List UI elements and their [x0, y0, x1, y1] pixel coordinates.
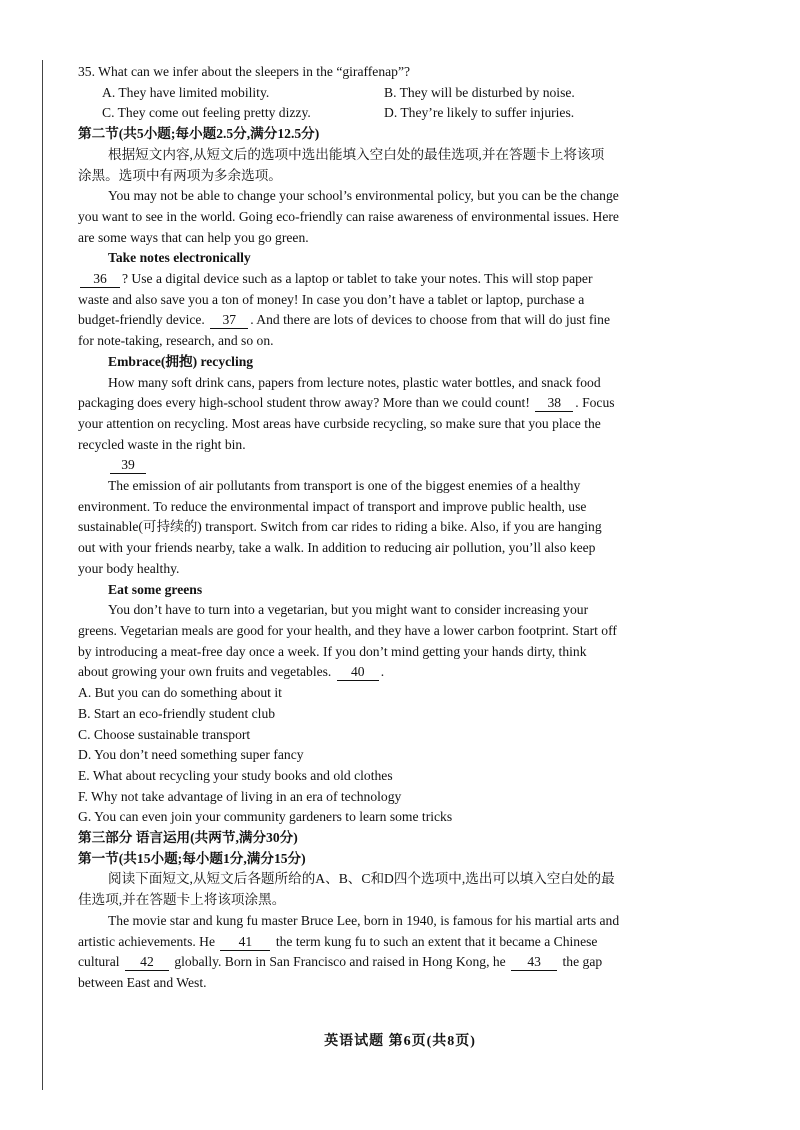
blank-36: 36 — [80, 271, 120, 288]
paragraph-1-line-1 — [78, 269, 710, 290]
question-35-options-row-2 — [78, 103, 710, 124]
paragraph-2-line-3: your attention on recycling. Most areas have curbside recycling, so make sure that you place the — [78, 415, 601, 431]
cloze-line-2 — [78, 932, 710, 953]
option-35-b: B. They will be disturbed by noise. — [384, 84, 575, 100]
passage-intro-line-3: are some ways that can help you go green. — [78, 229, 309, 245]
paragraph-2-line-4: recycled waste in the right bin. — [78, 436, 246, 452]
heading-eat-greens: Eat some greens — [108, 581, 203, 597]
paragraph-1-line-1-text: ? Use a digital device such as a laptop or tablet to take your notes. This will stop paper — [122, 271, 593, 287]
page-footer: 英语试题 第6页(共8页) — [324, 1034, 476, 1049]
paragraph-4-line-4-post: . — [380, 664, 385, 680]
paragraph-1-line-4: for note-taking, research, and so on. — [78, 333, 274, 349]
paragraph-2-line-2 — [78, 393, 710, 414]
option-e: E. What about recycling your study books and old clothes — [78, 767, 393, 783]
part-3-section-1-header: 第一节(共15小题;每小题1分,满分15分) — [78, 850, 306, 866]
paragraph-2-line-2-pre: packaging does every high-school student throw away? More than we could count! — [78, 395, 530, 411]
paragraph-1-line-2: waste and also save you a ton of money! In case you don’t have a tablet or laptop, purchase a — [78, 291, 585, 307]
paragraph-3-line-4: out with your friends nearby, take a walk. In addition to reducing air pollution, you’ll also keep — [78, 540, 596, 556]
part-3-instructions-line-1: 阅读下面短文,从短文后各题所给的A、B、C和D四个选项中,选出可以填入空白处的最 — [108, 871, 615, 887]
heading-embrace-recycling: Embrace(拥抱) recycling — [108, 353, 254, 369]
paragraph-4-line-4-pre: about growing your own fruits and vegetables. — [78, 664, 332, 680]
passage-intro-line-2: you want to see in the world. Going eco-friendly can raise awareness of environmental issues. Here — [78, 208, 619, 224]
heading-blank-39 — [78, 455, 710, 476]
option-g: G. You can even join your community gardeners to learn some tricks — [78, 809, 453, 825]
blank-38: 38 — [535, 395, 573, 412]
paragraph-1-line-3 — [78, 310, 710, 331]
exam-page — [78, 62, 710, 994]
paragraph-3-line-3: sustainable(可持续的) transport. Switch from car rides to riding a bike. Also, if you are hanging — [78, 519, 602, 535]
paragraph-3-line-2: environment. To reduce the environmental impact of transport and improve public health, use — [78, 498, 587, 514]
paragraph-4-line-4 — [78, 662, 710, 683]
paragraph-3-line-1: The emission of air pollutants from transport is one of the biggest enemies of a healthy — [108, 478, 581, 494]
blank-40: 40 — [337, 664, 379, 681]
paragraph-4-line-2: greens. Vegetarian meals are good for your health, and they have a lower carbon footprint. Start off — [78, 622, 617, 638]
option-35-c: C. They come out feeling pretty dizzy. — [102, 105, 311, 121]
heading-take-notes: Take notes electronically — [108, 250, 251, 266]
paragraph-4-line-1: You don’t have to turn into a vegetarian, but you might want to consider increasing your — [108, 602, 589, 618]
cloze-line-3-pre: cultural — [78, 954, 120, 970]
paragraph-2-line-1: How many soft drink cans, papers from lecture notes, plastic water bottles, and snack food — [108, 374, 601, 390]
passage-intro-line-1: You may not be able to change your school’s environmental policy, but you can be the change — [108, 188, 619, 204]
cloze-line-3-mid: globally. Born in San Francisco and raised in Hong Kong, he — [174, 954, 506, 970]
option-d: D. You don’t need something super fancy — [78, 747, 304, 763]
question-35: 35. What can we infer about the sleepers in the “giraffenap”? — [78, 64, 411, 79]
cloze-line-3-post: the gap — [562, 954, 603, 970]
paragraph-3-line-5: your body healthy. — [78, 560, 180, 576]
cloze-line-2-post: the term kung fu to such an extent that it became a Chinese — [275, 933, 598, 949]
option-b: B. Start an eco-friendly student club — [78, 705, 276, 721]
blank-37: 37 — [210, 312, 248, 329]
option-c: C. Choose sustainable transport — [78, 726, 251, 742]
part-3-header: 第三部分 语言运用(共两节,满分30分) — [78, 830, 298, 846]
blank-42: 42 — [125, 954, 169, 971]
cloze-line-3 — [78, 952, 710, 973]
paragraph-4-line-3: by introducing a meat-free day once a week. If you don’t mind getting your hands dirty, think — [78, 643, 587, 659]
question-35-options-row-1 — [78, 83, 710, 104]
section-2-header: 第二节(共5小题;每小题2.5分,满分12.5分) — [78, 126, 320, 142]
paragraph-1-line-3-post: . And there are lots of devices to choose from that will do just fine — [250, 312, 611, 328]
section-2-instructions-line-1: 根据短文内容,从短文后的选项中选出能填入空白处的最佳选项,并在答题卡上将该项 — [108, 146, 605, 162]
paragraph-1-line-3-pre: budget-friendly device. — [78, 312, 205, 328]
option-35-d: D. They’re likely to suffer injuries. — [384, 105, 575, 121]
option-a: A. But you can do something about it — [78, 685, 282, 701]
part-3-instructions-line-2: 佳选项,并在答题卡上将该项涂黑。 — [78, 892, 286, 908]
option-f: F. Why not take advantage of living in an era of technology — [78, 788, 402, 804]
cloze-line-2-pre: artistic achievements. He — [78, 933, 216, 949]
cloze-line-1: The movie star and kung fu master Bruce Lee, born in 1940, is famous for his martial arts and — [108, 912, 620, 928]
binding-margin-line — [42, 60, 43, 1090]
option-35-a: A. They have limited mobility. — [102, 84, 270, 100]
cloze-line-4: between East and West. — [78, 974, 207, 990]
section-2-instructions-line-2: 涂黑。选项中有两项为多余选项。 — [78, 167, 282, 183]
blank-43: 43 — [511, 954, 557, 971]
paragraph-2-line-2-post: . Focus — [575, 395, 615, 411]
blank-39: 39 — [110, 457, 146, 474]
blank-41: 41 — [220, 934, 270, 951]
